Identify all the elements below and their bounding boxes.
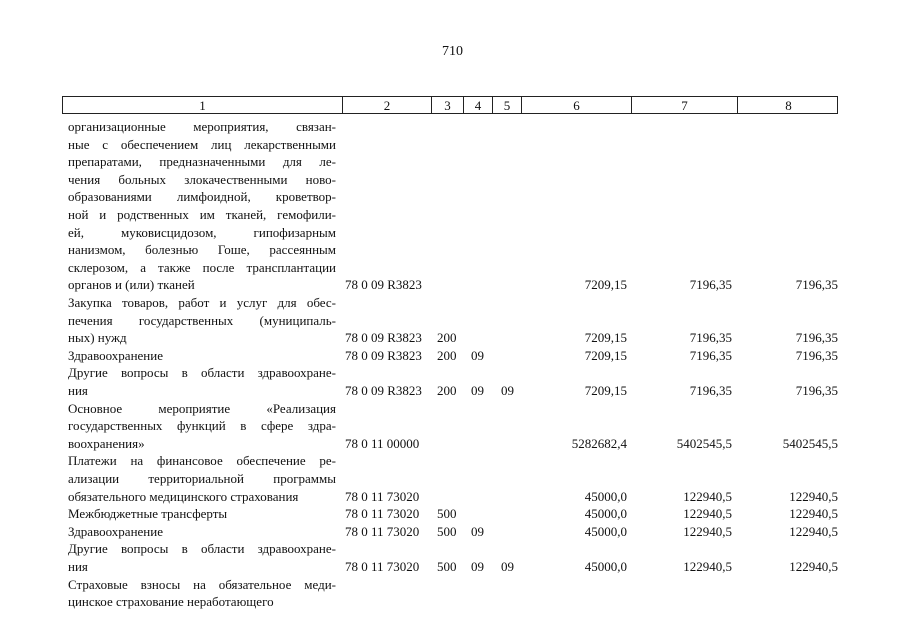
amount-col-8: 122940,5 <box>789 488 838 504</box>
description-line: органов и (или) тканей <box>68 277 195 293</box>
section-code: 09 <box>471 347 484 363</box>
amount-col-8: 7196,35 <box>795 347 838 363</box>
row-description <box>68 364 336 399</box>
description-line: образованиями лимфоидной, кроветвор- <box>68 189 336 205</box>
expense-type-code: 200 <box>437 330 457 346</box>
amount-col-8: 5402545,5 <box>782 435 838 451</box>
expense-type-code: 500 <box>437 506 457 522</box>
description-line: печения государственных (муниципаль- <box>68 312 336 328</box>
description-line: препаратами, предназначенными для ле- <box>68 154 336 170</box>
target-article-code: 78 0 09 R3823 <box>345 330 422 346</box>
description-line: ния <box>68 382 88 398</box>
header-col-8: 8 <box>737 97 839 113</box>
amount-col-7: 122940,5 <box>683 523 732 539</box>
description-line: нанизмом, болезнью Гоше, рассеянным <box>68 242 336 258</box>
expense-type-code: 200 <box>437 383 457 398</box>
description-line: ализации территориальной программы <box>68 470 336 486</box>
table-header <box>62 96 838 114</box>
description-line: Здравоохранение <box>68 347 163 363</box>
description-line: Другие вопросы в области здравоохране- <box>68 365 336 381</box>
description-line: Основное мероприятие «Реализация <box>68 400 336 416</box>
description-line: Межбюджетные трансферты <box>68 506 228 522</box>
amount-col-8: 122940,5 <box>789 559 838 574</box>
target-article-code: 78 0 11 73020 <box>345 523 420 539</box>
row-description <box>68 400 336 453</box>
amount-col-6: 7209,15 <box>584 347 627 363</box>
subsection-code: 09 <box>501 559 514 574</box>
section-code: 09 <box>471 383 484 398</box>
amount-col-7: 7196,35 <box>689 347 732 363</box>
target-article-code: 78 0 09 R3823 <box>345 347 422 363</box>
amount-col-6: 45000,0 <box>584 559 627 574</box>
amount-col-8: 122940,5 <box>789 523 838 539</box>
header-col-2: 2 <box>342 97 431 113</box>
row-description <box>68 576 336 611</box>
row-description <box>68 118 336 294</box>
header-col-1: 1 <box>199 98 206 113</box>
description-line: цинское страхование неработающего <box>68 594 274 610</box>
description-line: ния <box>68 558 88 574</box>
description-line: Закупка товаров, работ и услуг для обес- <box>68 295 336 310</box>
header-col-4: 4 <box>463 97 492 113</box>
header-col-5: 5 <box>492 97 521 113</box>
description-line: Страховые взносы на обязательное меди- <box>68 576 336 592</box>
row-description <box>68 452 336 505</box>
expense-type-code: 500 <box>437 559 457 574</box>
amount-col-8: 122940,5 <box>789 506 838 522</box>
description-line: государственных функций в сфере здра- <box>68 418 336 434</box>
target-article-code: 78 0 11 73020 <box>345 559 420 574</box>
amount-col-7: 7196,35 <box>689 277 732 293</box>
amount-col-7: 7196,35 <box>689 330 732 346</box>
amount-col-6: 7209,15 <box>584 383 627 398</box>
amount-col-7: 7196,35 <box>689 383 732 398</box>
target-article-code: 78 0 11 00000 <box>345 435 420 451</box>
amount-col-6: 7209,15 <box>584 330 627 346</box>
description-line: Здравоохранение <box>68 523 163 539</box>
amount-col-7: 122940,5 <box>683 559 732 574</box>
amount-col-6: 45000,0 <box>584 506 627 522</box>
amount-col-6: 5282682,4 <box>571 435 627 451</box>
amount-col-6: 45000,0 <box>584 523 627 539</box>
amount-col-6: 7209,15 <box>584 277 627 293</box>
row-description <box>68 540 336 575</box>
header-col-7: 7 <box>631 97 737 113</box>
page-number: 710 <box>442 44 463 59</box>
amount-col-7: 122940,5 <box>683 488 732 504</box>
description-line: организационные мероприятия, связан- <box>68 119 336 134</box>
description-line: чения больных злокачественными ново- <box>68 171 336 187</box>
amount-col-7: 122940,5 <box>683 506 732 522</box>
amount-col-8: 7196,35 <box>795 277 838 293</box>
target-article-code: 78 0 11 73020 <box>345 488 420 504</box>
expense-type-code: 500 <box>437 523 457 539</box>
section-code: 09 <box>471 523 484 539</box>
target-article-code: 78 0 09 R3823 <box>345 277 422 293</box>
description-line: склерозом, а также после трансплантации <box>68 259 336 275</box>
amount-col-8: 7196,35 <box>795 330 838 346</box>
target-article-code: 78 0 09 R3823 <box>345 383 422 398</box>
amount-col-7: 5402545,5 <box>676 435 732 451</box>
description-line: воохранения» <box>68 435 145 451</box>
header-col-6: 6 <box>521 97 631 113</box>
description-line: обязательного медицинского страхования <box>68 488 299 504</box>
description-line: ной и родственных им тканей, гемофили- <box>68 206 336 222</box>
subsection-code: 09 <box>501 383 514 398</box>
description-line: ных) нужд <box>68 330 127 346</box>
row-description <box>68 505 336 523</box>
amount-col-6: 45000,0 <box>584 488 627 504</box>
expense-type-code: 200 <box>437 347 457 363</box>
description-line: ей, муковисцидозом, гипофизарным <box>68 224 336 240</box>
description-line: Платежи на финансовое обеспечение ре- <box>68 453 336 469</box>
row-description <box>68 294 336 347</box>
section-code: 09 <box>471 559 484 574</box>
row-description <box>68 347 336 365</box>
target-article-code: 78 0 11 73020 <box>345 506 420 522</box>
header-col-3: 3 <box>431 97 463 113</box>
description-line: ные с обеспечением лиц лекарственными <box>68 136 336 152</box>
row-description <box>68 523 336 541</box>
amount-col-8: 7196,35 <box>795 383 838 398</box>
description-line: Другие вопросы в области здравоохране- <box>68 541 336 557</box>
